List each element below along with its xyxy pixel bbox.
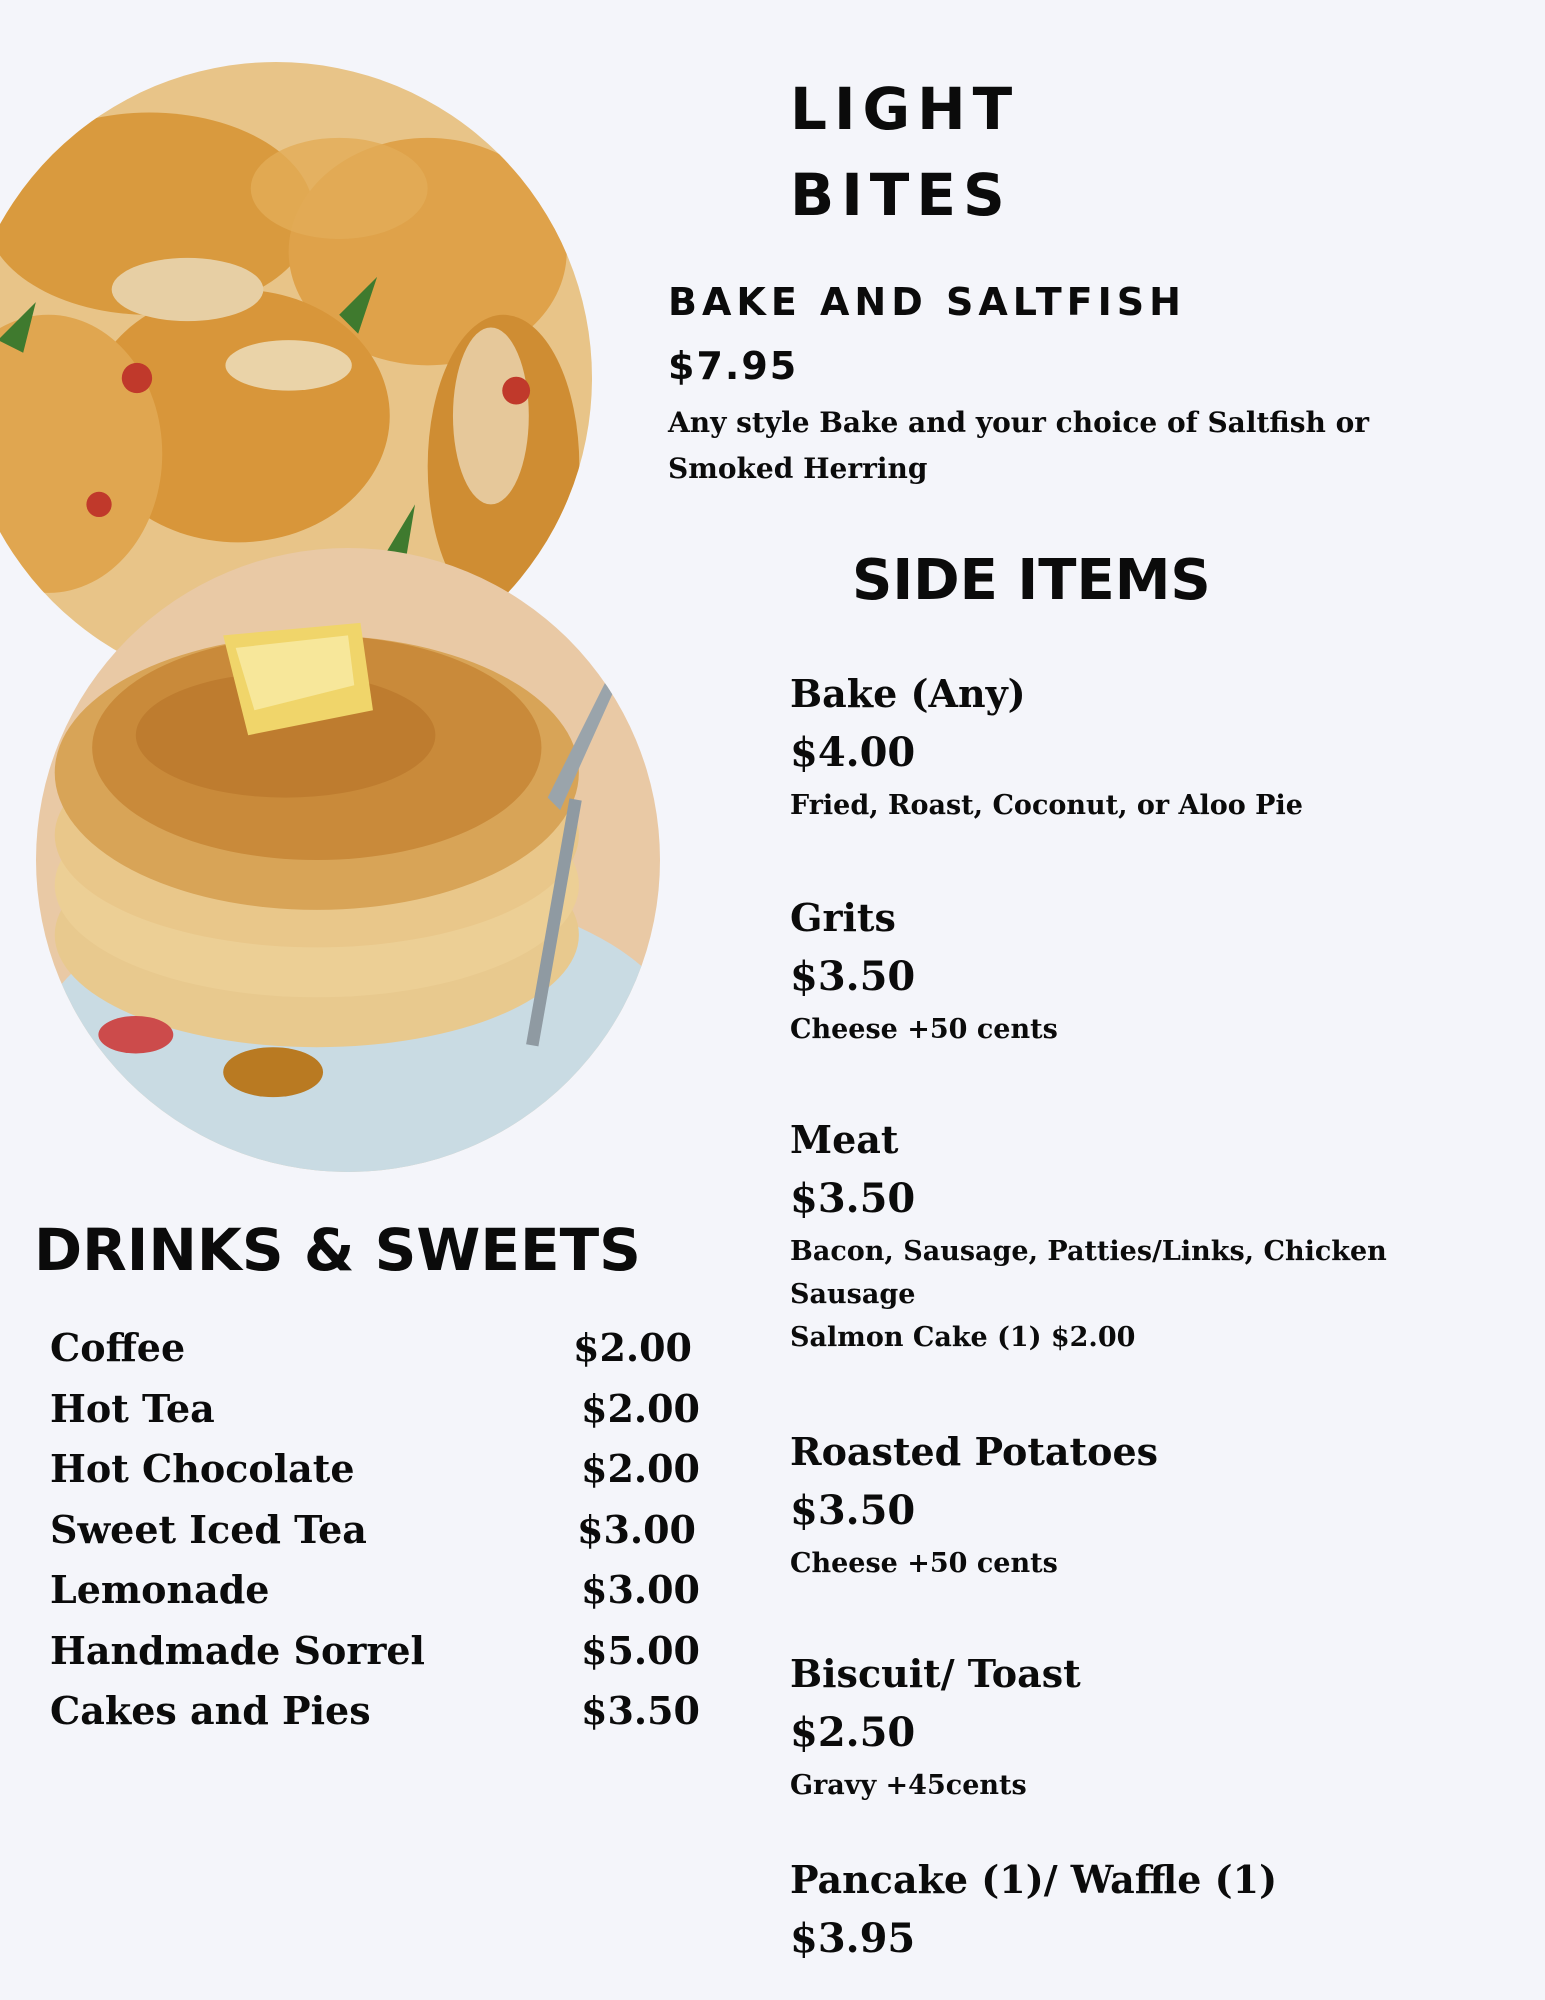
pancakes-photo <box>36 548 660 1172</box>
drink-price: $2.00 <box>573 1325 692 1370</box>
light-bite-item-name: BAKE AND SALTFISH <box>668 280 1186 324</box>
drink-price: $3.00 <box>577 1506 696 1552</box>
light-bites-title-line2: BITES <box>790 161 1012 229</box>
side-item-price: $3.50 <box>790 1487 916 1534</box>
side-item-note: Fried, Roast, Coconut, or Aloo Pie <box>790 790 1303 821</box>
side-item-note: Bacon, Sausage, Patties/Links, Chicken Sausage <box>790 1236 1387 1310</box>
drink-row <box>50 1560 700 1621</box>
side-item-name: Grits <box>790 895 896 940</box>
side-item-price: $4.00 <box>790 729 916 776</box>
side-item-note: Salmon Cake (1) $2.00 <box>790 1322 1136 1353</box>
light-bites-title-line1: LIGHT <box>790 75 1020 143</box>
drink-name: Sweet Iced Tea <box>50 1506 367 1552</box>
drink-row <box>50 1621 700 1682</box>
drink-name: Hot Chocolate <box>50 1446 355 1491</box>
side-item-price: $3.50 <box>790 1175 916 1222</box>
side-item-name: Pancake (1)/ Waffle (1) <box>790 1857 1278 1902</box>
side-item <box>790 890 1510 1112</box>
drink-price: $3.00 <box>581 1567 700 1612</box>
drinks-sweets-list <box>50 1318 700 1742</box>
side-item-name: Roasted Potatoes <box>790 1429 1159 1474</box>
drink-price: $3.50 <box>581 1688 700 1733</box>
drink-price: $5.00 <box>581 1627 700 1673</box>
side-item-name: Bake (Any) <box>790 671 1026 716</box>
side-items-list <box>790 666 1510 1970</box>
drink-name: Cakes and Pies <box>50 1688 371 1733</box>
light-bite-item-price: $7.95 <box>668 344 799 388</box>
side-item <box>790 1424 1510 1646</box>
side-item <box>790 1112 1510 1424</box>
drink-name: Coffee <box>50 1325 186 1370</box>
side-item-price: $3.50 <box>790 953 916 1000</box>
drink-row <box>50 1681 700 1742</box>
light-bites-title <box>790 66 1210 238</box>
drink-price: $2.00 <box>581 1385 700 1431</box>
side-item <box>790 1646 1510 1852</box>
drink-row <box>50 1500 700 1561</box>
drinks-sweets-title: DRINKS & SWEETS <box>34 1216 641 1284</box>
drink-name: Lemonade <box>50 1567 270 1612</box>
side-item <box>790 666 1510 890</box>
side-item-price: $3.95 <box>790 1915 916 1962</box>
light-bite-item-description: Any style Bake and your choice of Saltfish or Smoked Herring <box>668 406 1370 485</box>
side-item-note: Cheese +50 cents <box>790 1014 1058 1045</box>
side-item-note: Gravy +45cents <box>790 1770 1027 1801</box>
side-item-note: Cheese +50 cents <box>790 1548 1058 1579</box>
side-items-title: SIDE ITEMS <box>852 548 1211 613</box>
side-item-price: $2.50 <box>790 1709 916 1756</box>
side-item <box>790 1852 1510 1970</box>
drink-name: Hot Tea <box>50 1385 215 1431</box>
drink-row <box>50 1439 700 1500</box>
side-item-name: Meat <box>790 1117 899 1162</box>
drink-row <box>50 1379 700 1440</box>
side-item-name: Biscuit/ Toast <box>790 1651 1081 1696</box>
drink-row <box>50 1318 700 1379</box>
drink-price: $2.00 <box>581 1446 700 1491</box>
drink-name: Handmade Sorrel <box>50 1627 425 1673</box>
